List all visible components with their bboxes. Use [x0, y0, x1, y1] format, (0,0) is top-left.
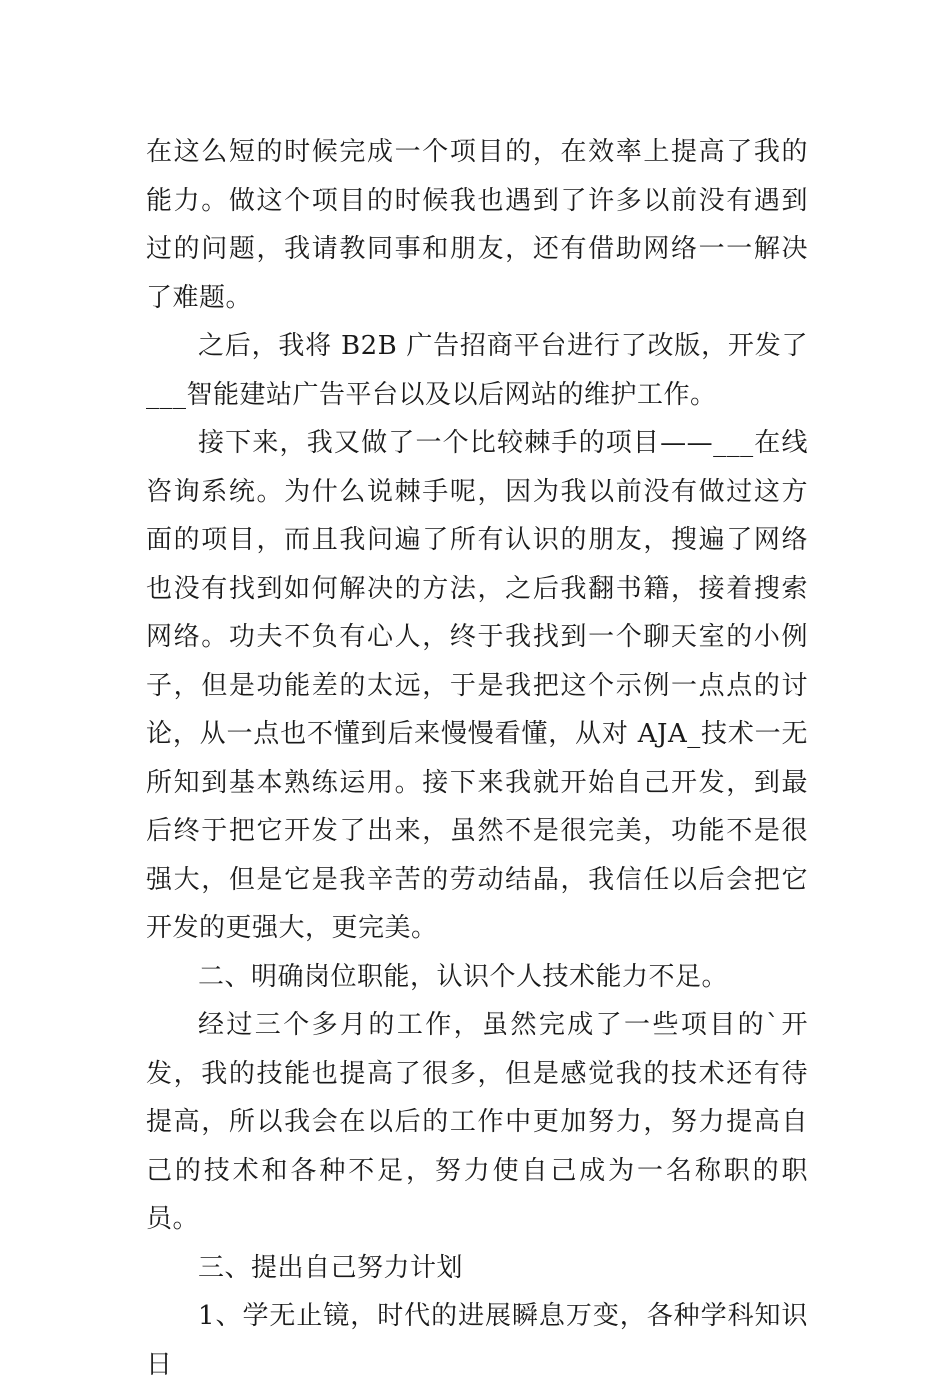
paragraph-3: 接下来，我又做了一个比较棘手的项目——___在线咨询系统。为什么说棘手呢，因为我以前没有做过这方面的项目，而且我问遍了所有认识的朋友，搜遍了网络也没有找到如何解决的方法，之后我翻书籍，接着搜索网络。功夫不负有心人，终于我找到一个聊天室的小例子，但是功能差的太远，于是我把这个示例一点点的讨论，从一点也不懂到后来慢慢看懂，从对 AJA_技术一无所知到基本熟练运用。接下来我就开始自己开发，到最后终于把它开发了出来，虽然不是很完美，功能不是很强大，但是它是我辛苦的劳动结晶，我信任以后会把它开发的更强大，更完美。	[146, 428, 808, 943]
paragraph-1: 在这么短的时候完成一个项目的，在效率上提高了我的能力。做这个项目的时候我也遇到了许多以前没有遇到过的问题，我请教同事和朋友，还有借助网络一一解决了难题。	[146, 137, 808, 313]
paragraph-5: 1、学无止镜，时代的进展瞬息万变，各种学科知识日	[146, 1301, 808, 1380]
paragraph-4: 经过三个多月的工作，虽然完成了一些项目的`开发，我的技能也提高了很多，但是感觉我的技术还有待提高，所以我会在以后的工作中更加努力，努力提高自己的技术和各种不足，努力使自己成为一名称职的职员。	[146, 1010, 808, 1234]
section-heading-3: 三、提出自己努力计划	[198, 1252, 464, 1283]
section-heading-2: 二、明确岗位职能，认识个人技术能力不足。	[198, 961, 729, 992]
paragraph-2: 之后，我将 B2B 广告招商平台进行了改版，开发了___智能建站广告平台以及以后网站的维护工作。	[146, 331, 808, 410]
document-body	[146, 128, 808, 1389]
